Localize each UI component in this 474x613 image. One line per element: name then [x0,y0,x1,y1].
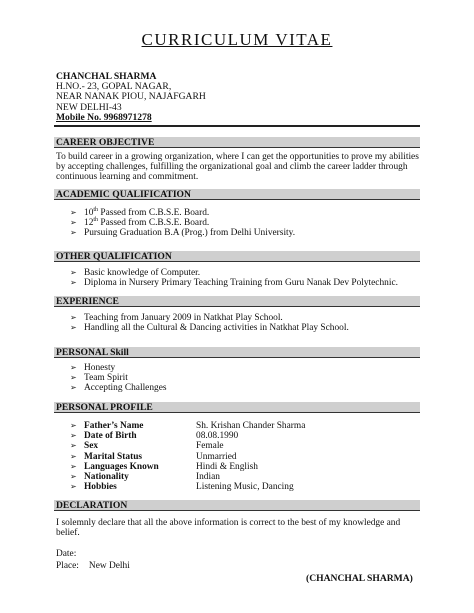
mobile-number: Mobile No. 9968971278 [56,111,152,123]
list-item: ➢ Pursuing Graduation B.A (Prog.) from Delhi University. [70,228,296,239]
list-item: ➢ Handling all the Cultural & Dancing activities in Natkhat Play School. [70,323,349,334]
place-line [56,561,130,571]
list-item: ➢ Diploma in Nursery Primary Teaching Training from Guru Nanak Dev Polytechnic. [70,278,398,289]
profile-row: ➢ Languages Known Hindi & English [70,461,258,472]
page-title: CURRICULUM VITAE [141,30,333,49]
arrow-bullet-icon: ➢ [70,363,77,372]
contact-block [56,72,206,123]
arrow-bullet-icon: ➢ [70,373,77,383]
profile-row: ➢ Father’s Name Sh. Krishan Chander Sharma [70,421,306,431]
section-heading-declaration: DECLARATION [54,500,420,511]
arrow-bullet-icon: ➢ [70,218,77,228]
list-item: ➢ Honesty [70,363,116,373]
arrow-bullet-icon: ➢ [70,441,77,451]
profile-row: ➢ Marital Status Unmarried [70,451,237,462]
date-label: Date: [56,549,77,559]
section-heading-personal-profile: PERSONAL PROFILE [54,402,420,413]
list-item: ➢ 12th Passed from C.B.S.E. Board. [70,217,210,229]
list-item: ➢ Accepting Challenges [70,383,167,394]
address-line-2: NEAR NANAK PIOU, NAJAFGARH [56,91,206,103]
experience-list [70,313,349,333]
arrow-bullet-icon: ➢ [70,461,77,471]
divider [54,125,420,127]
other-qualification-list [70,268,398,288]
arrow-bullet-icon: ➢ [70,208,77,217]
profile-row: ➢ Date of Birth 08.08.1990 [70,431,239,442]
declaration-text: I solemnly declare that all the above information is correct to the best of my knowledge and belief. [56,518,401,539]
academic-list [70,208,295,239]
list-item: ➢ Basic knowledge of Computer. [70,268,201,278]
place-value: New Delhi [88,561,130,571]
list-item: ➢ Team Spirit [70,373,128,384]
address-line-1: H.NO.- 23, GOPAL NAGAR, [56,81,172,93]
arrow-bullet-icon: ➢ [70,482,77,492]
profile-row: ➢ Sex Female [70,441,224,452]
arrow-bullet-icon: ➢ [70,383,77,393]
place-label: Place: [56,561,79,571]
candidate-name: CHANCHAL SHARMA [56,71,157,82]
personal-skill-list [70,363,167,394]
list-item: ➢ Teaching from January 2009 in Natkhat Play School. [70,313,283,323]
arrow-bullet-icon: ➢ [70,451,77,461]
arrow-bullet-icon: ➢ [70,323,77,333]
section-heading-experience: EXPERIENCE [54,296,420,307]
section-heading-academic: ACADEMIC QUALIFICATION [54,189,420,200]
address-line-3: NEW DELHI-43 [56,101,122,113]
personal-profile-table [70,421,370,492]
signature-name: (CHANCHAL SHARMA) [306,573,413,584]
profile-row: ➢ Hobbies Listening Music, Dancing [70,482,294,493]
list-item: ➢ 10th Passed from C.B.S.E. Board. [70,206,210,218]
section-heading-other-qualification: OTHER QUALIFICATION [54,251,420,262]
career-objective-text: To build career in a growing organization, where I can get the opportunities to prove my abilities by accepting challenges, fulfilling the organizational goal and climb the career ladder through continuous learning and commitment. [56,152,419,183]
arrow-bullet-icon: ➢ [70,313,77,322]
arrow-bullet-icon: ➢ [70,268,77,277]
arrow-bullet-icon: ➢ [70,421,77,430]
arrow-bullet-icon: ➢ [70,431,77,441]
section-heading-career-objective: CAREER OBJECTIVE [54,137,420,148]
arrow-bullet-icon: ➢ [70,228,77,238]
section-heading-personal-skill: PERSONAL Skill [54,347,420,358]
profile-row: ➢ Nationality Indian [70,471,220,482]
arrow-bullet-icon: ➢ [70,471,77,481]
arrow-bullet-icon: ➢ [70,278,77,288]
